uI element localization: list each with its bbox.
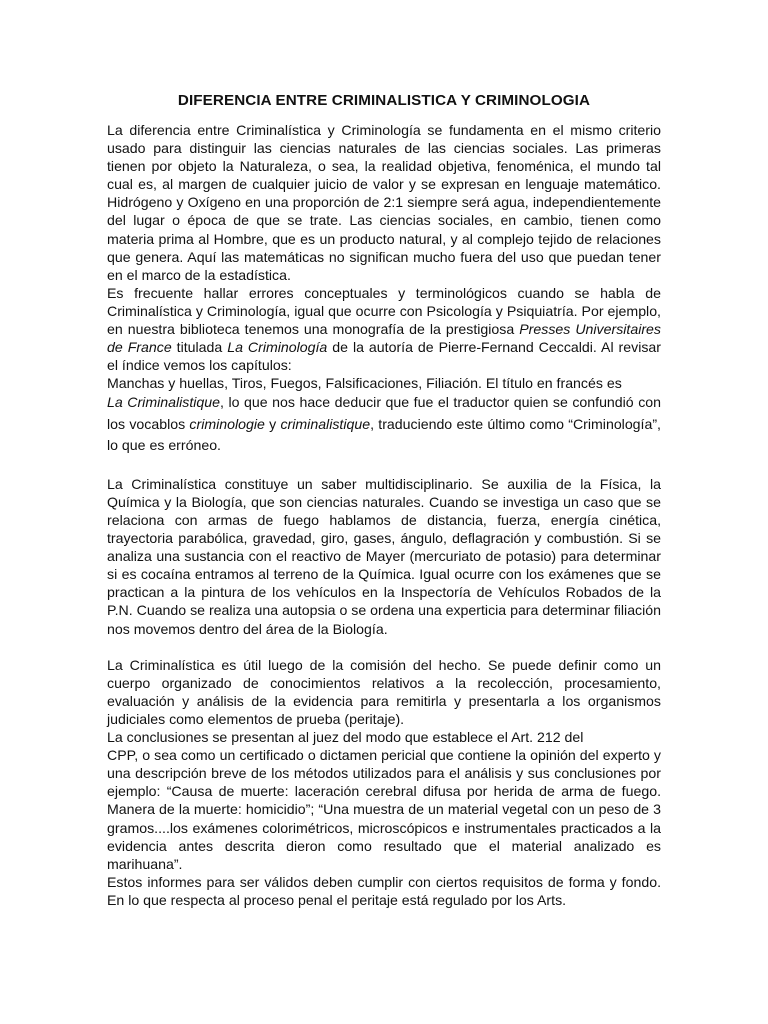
document-page (107, 92, 661, 909)
paragraph-4: La Criminalística constituye un saber multidisciplinario. Se auxilia de la Física, la Química y la Biología, que son ciencias naturales. Cuando se investiga un caso que se relaciona con armas de fuego hablamos de distancia, fuerza, energía cinética, trayectoria parabólica, gravedad, giro, gases, ángulo, deflagración y combustión. Si se analiza una sustancia con el reactivo de Mayer (mercuriato de potasio) para determinar si es cocaína entramos al terreno de la Química. Igual ocurre con los exámenes que se practican a la pintura de los vehículos en la Inspectoría de Vehículos Robados de la P.N. Cuando se realiza una autopsia o se ordena una experticia para determinar filiación nos movemos dentro del área de la Biología. (107, 475, 661, 637)
paragraph-2-text-e: de la autoría de Pierre-Fernand Ceccaldi. Al revisar el índice vemos los capítulos: (107, 339, 661, 374)
paragraph-2-text-c: titulada (171, 339, 228, 356)
term-criminalistique: criminalistique (280, 415, 371, 432)
spacer (107, 638, 661, 656)
spacer (107, 457, 661, 475)
paragraph-3-line-1: Manchas y huellas, Tiros, Fuegos, Falsificaciones, Filiación. El título en francés es (107, 375, 622, 392)
paragraph-3-text-c: , lo que nos hace deducir que fue el traductor quien se confundió con los vocablos (107, 394, 661, 432)
document-title: DIFERENCIA ENTRE CRIMINALISTICA Y CRIMINOLOGIA (177, 92, 591, 109)
publisher-name: Presses Universitaires de France (107, 321, 661, 356)
french-title: La Criminalistique (107, 394, 220, 411)
paragraph-7: Estos informes para ser válidos deben cumplir con ciertos requisitos de forma y fondo. En lo que respecta al proceso penal el peritaje está regulado por los Arts. (107, 873, 661, 908)
paragraph-3-text-e: y (264, 415, 281, 432)
paragraph-1: La diferencia entre Criminalística y Criminología se fundamenta en el mismo criterio usado para distinguir las ciencias naturales de las ciencias sociales. Las primeras tienen por objeto la Naturaleza, o sea, la realidad objetiva, fenoménica, el mundo tal cual es, al margen de cualquier juicio de valor y se expresan en lenguaje matemático. Hidrógeno y Oxígeno en una proporción de 2:1 siempre será agua, independientemente del lugar o época de que se trate. Las ciencias sociales, en cambio, tienen como materia prima al Hombre, que es un producto natural, y al complejo tejido de relaciones que genera. Aquí las matemáticas no significan mucho fuera del uso que puedan tener en el marco de la estadística. (107, 122, 661, 283)
paragraph-2 (107, 284, 661, 374)
paragraph-6: CPP, o sea como un certificado o dictamen pericial que contiene la opinión del experto y una descripción breve de los métodos utilizados para el análisis y sus conclusiones por ejemplo: “Causa de muerte: laceración cerebral difusa por herida de arma de fuego. Manera de la muerte: homicidio”; “Una muestra de un material vegetal con un peso de 3 gramos....los exámenes colorimétricos, microscópicos e instrumentales practicados a la evidencia antes descrita dieron como resultado que el material analizado es marihuana”. (107, 747, 661, 872)
paragraph-3-text-g: , traduciendo este último como “Criminología”, lo que es erróneo. (107, 415, 661, 454)
paragraph-5: La Criminalística es útil luego de la comisión del hecho. Se puede definir como un cuerpo organizado de conocimientos relativos a la recolección, procesamiento, evaluación y análisis de la evidencia para remitirla y presentarla a los organismos judiciales como elementos de prueba (peritaje). (107, 656, 661, 727)
paragraph-3 (107, 374, 661, 457)
paragraph-2-text-a: Es frecuente hallar errores conceptuales y terminológicos cuando se habla de Criminalística y Criminología, igual que ocurre con Psicología y Psiquiatría. Por ejemplo, en nuestra biblioteca tenemos una monografía de la prestigiosa (107, 284, 661, 338)
term-criminologie: criminologie (189, 415, 265, 432)
book-title: La Criminología (227, 339, 328, 356)
paragraph-6-line-1: La conclusiones se presentan al juez del modo que establece el Art. 212 del (107, 729, 584, 746)
